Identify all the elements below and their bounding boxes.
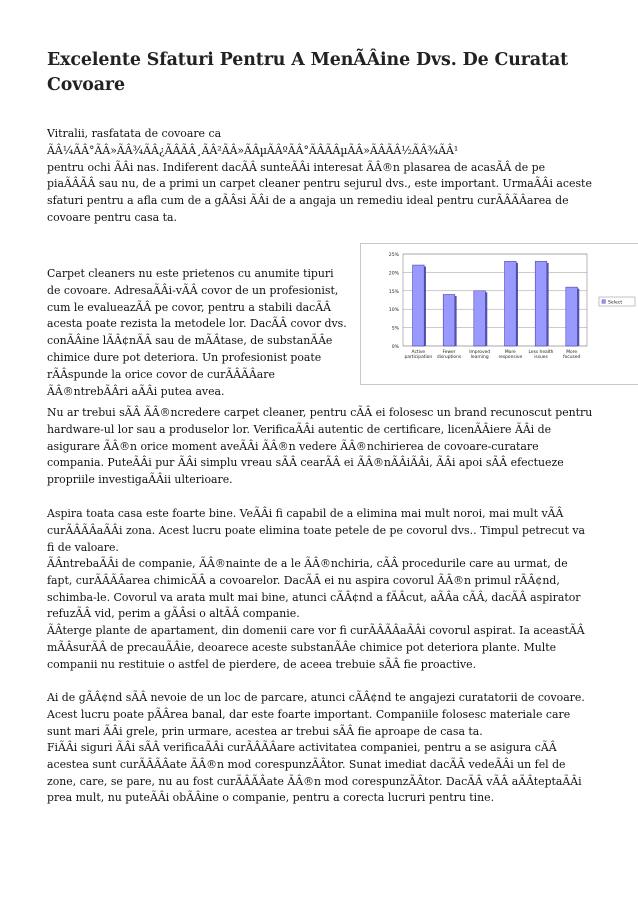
paragraph-text: Vitralii, rasfatata de covoare ca ÃÂ¼ÃÂ°ÃÂ»ÃÂ¾ÃÂ¿ÃÂÃÂ¸ÃÂ²ÃÂ»ÃÂµÃÂºÃÂ°ÃÂÃÂµÃÂ»ÃÂÃÂ½ÃÂ¾ÃÂ¹ pentru ochi ÃÂi nas. Indiferent dacÃÂ sunteÃÂi interesat ÃÂ®n plasarea de acasÃÂ de pe piaÃÂÃÂ sau nu, de a primi un carpet cleaner pentru sejurul dvs., este important. UrmaÃÂi aceste sfaturi pentru a afla cum de a gÃÂsi ÃÂi de a angaja un remediu ideal pentru curÃÂÃÂarea de covoare pentru casa ta.	[47, 127, 592, 224]
paragraph-parking	[47, 690, 595, 740]
x-tick-label: disruptions	[436, 355, 462, 361]
paragraph-text: Ai de gÃÂ¢nd sÃÂ nevoie de un loc de parcare, atunci cÃÂ¢nd te angajezi curatatorii de covoare. Acest lucru poate pÃÂrea banal, dar este foarte important. Companiile folosesc materiale care sunt mari ÃÂi grele, prin urmare, acestea ar trebui sÃÂ fie aproape de casa ta.	[47, 691, 585, 738]
legend-label: Select	[608, 300, 623, 306]
x-tick-label: Less health	[528, 350, 554, 355]
bar-shadow	[516, 263, 518, 346]
x-tick-label: Improved	[469, 350, 491, 355]
y-tick-label: 15%	[388, 289, 399, 295]
bar-shadow	[455, 296, 457, 346]
paragraph-verify	[47, 740, 595, 807]
x-tick-label: More	[566, 350, 578, 355]
paragraph-plants	[47, 623, 595, 673]
x-tick-label: Active	[411, 350, 426, 355]
paragraph-text: Carpet cleaners nu este prietenos cu anumite tipuri de covoare. AdresaÃÂi-vÃÂ covor de un profesionist, cum le evalueazÃÂ pe covor, pentru a stabili dacÃÂ acesta poate rezista la metodele lor. DacÃÂ covor dvs. conÃÂine lÃÂ¢nÃÂ sau de mÃÂtase, de substanÃÂe chimice dure pot deteriora. Un profesionist poate rÃÂspunde la orice covor de curÃÂÃÂare ÃÂ®ntrebÃÂri aÃÂi putea avea.	[47, 267, 347, 398]
bar	[505, 261, 517, 346]
bar	[443, 294, 455, 346]
x-tick-label: More	[504, 350, 516, 355]
bar-shadow	[424, 267, 426, 346]
paragraph-ask-company	[47, 556, 595, 623]
x-tick-label: Fewer	[442, 350, 456, 355]
x-tick-label: participation	[404, 355, 433, 361]
bar	[566, 287, 578, 346]
bar-shadow	[577, 289, 579, 346]
x-tick-label: issues	[534, 355, 548, 361]
paragraph-carpet-cleaners	[47, 266, 347, 400]
y-tick-label: 10%	[388, 308, 399, 314]
bar-shadow	[547, 263, 549, 346]
y-tick-label: 20%	[388, 271, 399, 277]
y-tick-label: 25%	[388, 253, 399, 258]
legend-swatch	[602, 300, 605, 303]
bar	[413, 265, 425, 346]
y-tick-label: 5%	[391, 326, 399, 332]
bar-shadow	[485, 292, 487, 346]
paragraph-intro	[47, 126, 595, 227]
x-tick-label: learning	[470, 355, 489, 361]
paragraph-trust	[47, 405, 595, 489]
paragraph-text: ÃÂntrebaÃÂi de companie, ÃÂ®nainte de a le ÃÂ®nchiria, cÃÂ procedurile care au urmat, de fapt, curÃÂÃÂarea chimicÃÂ a covoarelor. DacÃÂ ei nu aspira covorul ÃÂ®n primul rÃÂ¢nd, schimba-le. Covorul va arata mult mai bine, atunci cÃÂ¢nd a fÃÂcut, aÃÂa cÃÂ, dacÃÂ aspirator refuzÃÂ vid, perim a gÃÂsi o altÃÂ companie.	[47, 557, 581, 621]
page-title: Excelente Sfaturi Pentru A MenÃÂine Dvs. De Curatat Covoare	[47, 50, 569, 95]
document-page	[47, 48, 623, 805]
paragraph-vacuum	[47, 506, 595, 556]
paragraph-text: Nu ar trebui sÃÂ ÃÂ®ncredere carpet cleaner, pentru cÃÂ ei folosesc un brand recunoscut pentru hardware-ul lor sau a produselor lor. VerificaÃÂi autentic de certificare, licenÃÂiere ÃÂi de asigurare ÃÂ®n orice moment aveÃÂi ÃÂ®n vedere ÃÂ®nchirierea de covoare-curatare compania. PuteÃÂi pur ÃÂi simplu vreau sÃÂ cearÃÂ ei ÃÂ®nÃÂiÃÂi, ÃÂi apoi sÃÂ efectueze propriile investigaÃÂii ulterioare.	[47, 406, 593, 487]
paragraph-text: ÃÂterge plante de apartament, din domenii care vor fi curÃÂÃÂaÃÂi covorul aspirat. Ia aceastÃÂ mÃÂsurÃÂ de precauÃÂie, deoarece aceste substanÃÂe chimice pot deteriora plante. Multe companii nu restituie o astfel de pierdere, de aceea trebuie sÃÂ fie proactive.	[47, 624, 585, 671]
paragraph-text: FiÃÂi siguri ÃÂi sÃÂ verificaÃÂi curÃÂÃÂare activitatea companiei, pentru a se asigura cÃÂ acestea sunt curÃÂÃÂate ÃÂ®n mod corespunzÃÂtor. Sunat imediat dacÃÂ vedeÃÂi un fel de zone, care, se pare, nu au fost curÃÂÃÂate ÃÂ®n mod corespunzÃÂtor. DacÃÂ vÃÂ aÃÂteptaÃÂi prea mult, nu puteÃÂi obÃÂine o companie, pentru a corecta lucruri pentru tine.	[47, 741, 582, 805]
chart-svg	[361, 244, 638, 384]
bar	[474, 291, 486, 346]
plot-area	[403, 254, 587, 346]
paragraph-text: Aspira toata casa este foarte bine. VeÃÂi fi capabil de a elimina mai mult noroi, mai mult vÃÂ curÃÂÃÂaÃÂi zona. Acest lucru poate elimina toate petele de pe covorul dvs.. Timpul petrecut va fi de valoare.	[47, 507, 586, 554]
x-tick-label: focused	[563, 355, 581, 361]
bar	[535, 261, 547, 346]
x-tick-label: responsive	[498, 355, 523, 361]
y-tick-label: 0%	[391, 345, 399, 350]
bar-chart	[360, 243, 638, 385]
